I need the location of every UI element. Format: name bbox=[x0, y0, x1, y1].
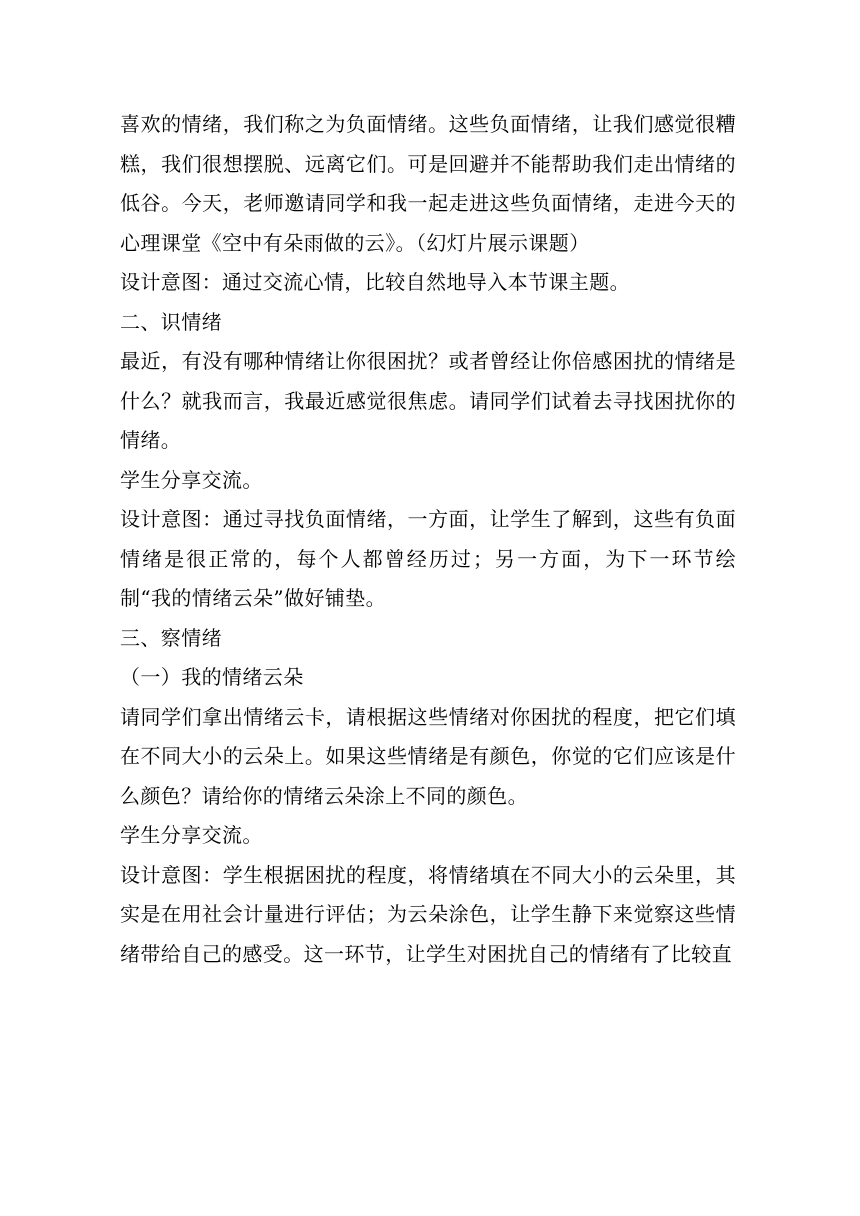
paragraph-design-intent-2: 设计意图：通过寻找负面情绪，一方面，让学生了解到，这些有负面情绪是很正常的，每个人都曾经历过；另一方面，为下一环节绘制“我的情绪云朵”做好铺垫。 bbox=[120, 507, 736, 610]
subsection-heading-emotion-cloud: （一）我的情绪云朵 bbox=[120, 665, 304, 689]
paragraph-question: 最近，有没有哪种情绪让你很困扰？或者曾经让你倍感困扰的情绪是什么？就我而言，我最近感觉很焦虑。请同学们试着去寻找困扰你的情绪。 bbox=[120, 349, 736, 452]
paragraph-student-share-1: 学生分享交流。 bbox=[120, 467, 263, 492]
section-heading-observe-emotions: 三、察情绪 bbox=[120, 625, 222, 650]
paragraph-design-intent-1: 设计意图：通过交流心情，比较自然地导入本节课主题。 bbox=[120, 270, 630, 294]
paragraph-student-share-2: 学生分享交流。 bbox=[120, 823, 263, 847]
section-heading-identify-emotions: 二、识情绪 bbox=[120, 309, 222, 334]
paragraph-design-intent-3: 设计意图：学生根据困扰的程度，将情绪填在不同大小的云朵里，其实是在用社会计量进行评估；为云朵涂色，让学生静下来觉察这些情绪带给自己的感受。这一环节，让学生对困扰自己的情绪有了比较直 bbox=[120, 862, 736, 966]
paragraph-cloud-activity: 请同学们拿出情绪云卡，请根据这些情绪对你困扰的程度，把它们填在不同大小的云朵上。如果这些情绪是有颜色，你觉的它们应该是什么颜色？请给你的情绪云朵涂上不同的颜色。 bbox=[120, 704, 736, 808]
document-body bbox=[120, 105, 736, 974]
paragraph-intro: 喜欢的情绪，我们称之为负面情绪。这些负面情绪，让我们感觉很糟糕，我们很想摆脱、远离它们。可是回避并不能帮助我们走出情绪的低谷。今天，老师邀请同学和我一起走进这些负面情绪，走进今天的心理课堂《空中有朵雨做的云》。（幻灯片展示课题） bbox=[120, 112, 736, 255]
